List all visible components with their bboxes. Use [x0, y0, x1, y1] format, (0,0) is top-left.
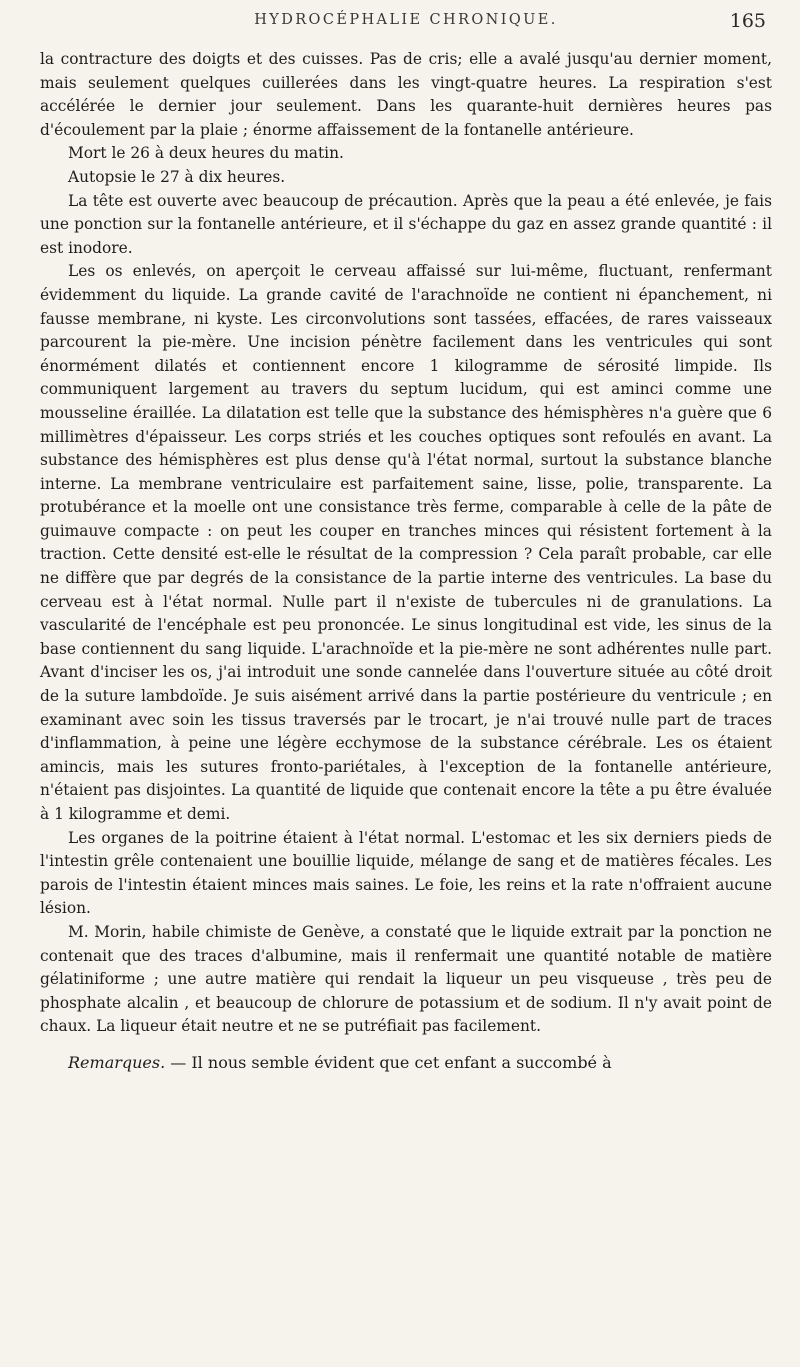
paragraph: la contracture des doigts et des cuisses. Pas de cris; elle a avalé jusqu'au dernier moment, mais seulement quelques cuillerées dans les vingt-quatre heures. La respiration s'est accélérée le dernier jour seulement. Dans les quarante-huit dernières heures pas d'écoulement par la plaie ; énorme affaissement de la fontanelle antérieure.	[40, 50, 772, 139]
book-page	[40, 10, 772, 1075]
paragraph: Les os enlevés, on aperçoit le cerveau affaissé sur lui-même, fluctuant, renfermant évidemment du liquide. La grande cavité de l'arachnoïde ne contient ni épanchement, ni fausse membrane, ni kyste. Les circonvolutions sont tassées, effacées, de rares vaisseaux parcourent la pie-mère. Une incision pénètre facilement dans les ventricules qui sont énormément dilatés et contiennent encore 1 kilogramme de sérosité limpide. Ils communiquent largement au travers du septum lucidum, qui est aminci comme une mousseline éraillée. La dilatation est telle que la substance des hémisphères n'a guère que 6 millimètres d'épaisseur. Les corps striés et les couches optiques sont refoulés en avant. La substance des hémisphères est plus dense qu'à l'état normal, surtout la substance blanche interne. La membrane ventriculaire est parfaitement saine, lisse, polie, transparente. La protubérance et la moelle ont une consistance très ferme, comparable à celle de la pâte de guimauve compacte : on peut les couper en tranches minces qui résistent fortement à la traction. Cette densité est-elle le résultat de la compression ? Cela paraît probable, car elle ne diffère que par degrés de la consistance de la partie interne des ventricules. La base du cerveau est à l'état normal. Nulle part il n'existe de tubercules ni de granulations. La vascularité de l'encéphale est peu prononcée. Le sinus longitudinal est vide, les sinus de la base contiennent du sang liquide. L'arachnoïde et la pie-mère ne sont adhérentes nulle part. Avant d'inciser les os, j'ai introduit une sonde cannelée dans l'ouverture située au côté droit de la suture lambdoïde. Je suis aisément arrivé dans la partie postérieure du ventricule ; en examinant avec soin les tissus traversés par le trocart, je n'ai trouvé nulle part de traces d'inflammation, à peine une légère ecchymose de la substance cérébrale. Les os étaient amincis, mais les sutures fronto-pariétales, à l'exception de la fontanelle antérieure, n'étaient pas disjointes. La quantité de liquide que contenait encore la tête a pu être évaluée à 1 kilogramme et demi.	[40, 262, 772, 823]
remarks	[40, 1051, 772, 1075]
running-title: HYDROCÉPHALIE CHRONIQUE.	[254, 12, 558, 28]
remarks-text: — Il nous semble évident que cet enfant a succombé à	[165, 1052, 612, 1072]
running-head	[40, 10, 772, 40]
page-number: 165	[729, 10, 766, 32]
paragraph: Mort le 26 à deux heures du matin.	[68, 144, 344, 163]
body-text	[40, 48, 772, 1039]
paragraph: M. Morin, habile chimiste de Genève, a constaté que le liquide extrait par la ponction ne contenait que des traces d'albumine, mais il renfermait une quantité notable de matière gélatiniforme ; une autre matière qui rendait la liqueur un peu visqueuse , très peu de phosphate alcalin , et beaucoup de chlorure de potassium et de sodium. Il n'y avait point de chaux. La liqueur était neutre et ne se putréfiait pas facilement.	[40, 922, 772, 1036]
remarks-label: Remarques.	[68, 1052, 166, 1072]
paragraph: La tête est ouverte avec beaucoup de précaution. Après que la peau a été enlevée, je fais une ponction sur la fontanelle antérieure, et il s'échappe du gaz en assez grande quantité : il est inodore.	[40, 191, 772, 257]
paragraph: Les organes de la poitrine étaient à l'état normal. L'estomac et les six derniers pieds de l'intestin grêle contenaient une bouillie liquide, mélange de sang et de matières fécales. Les parois de l'intestin étaient minces mais saines. Le foie, les reins et la rate n'offraient aucune lésion.	[40, 828, 772, 918]
paragraph: Autopsie le 27 à dix heures.	[68, 167, 286, 186]
